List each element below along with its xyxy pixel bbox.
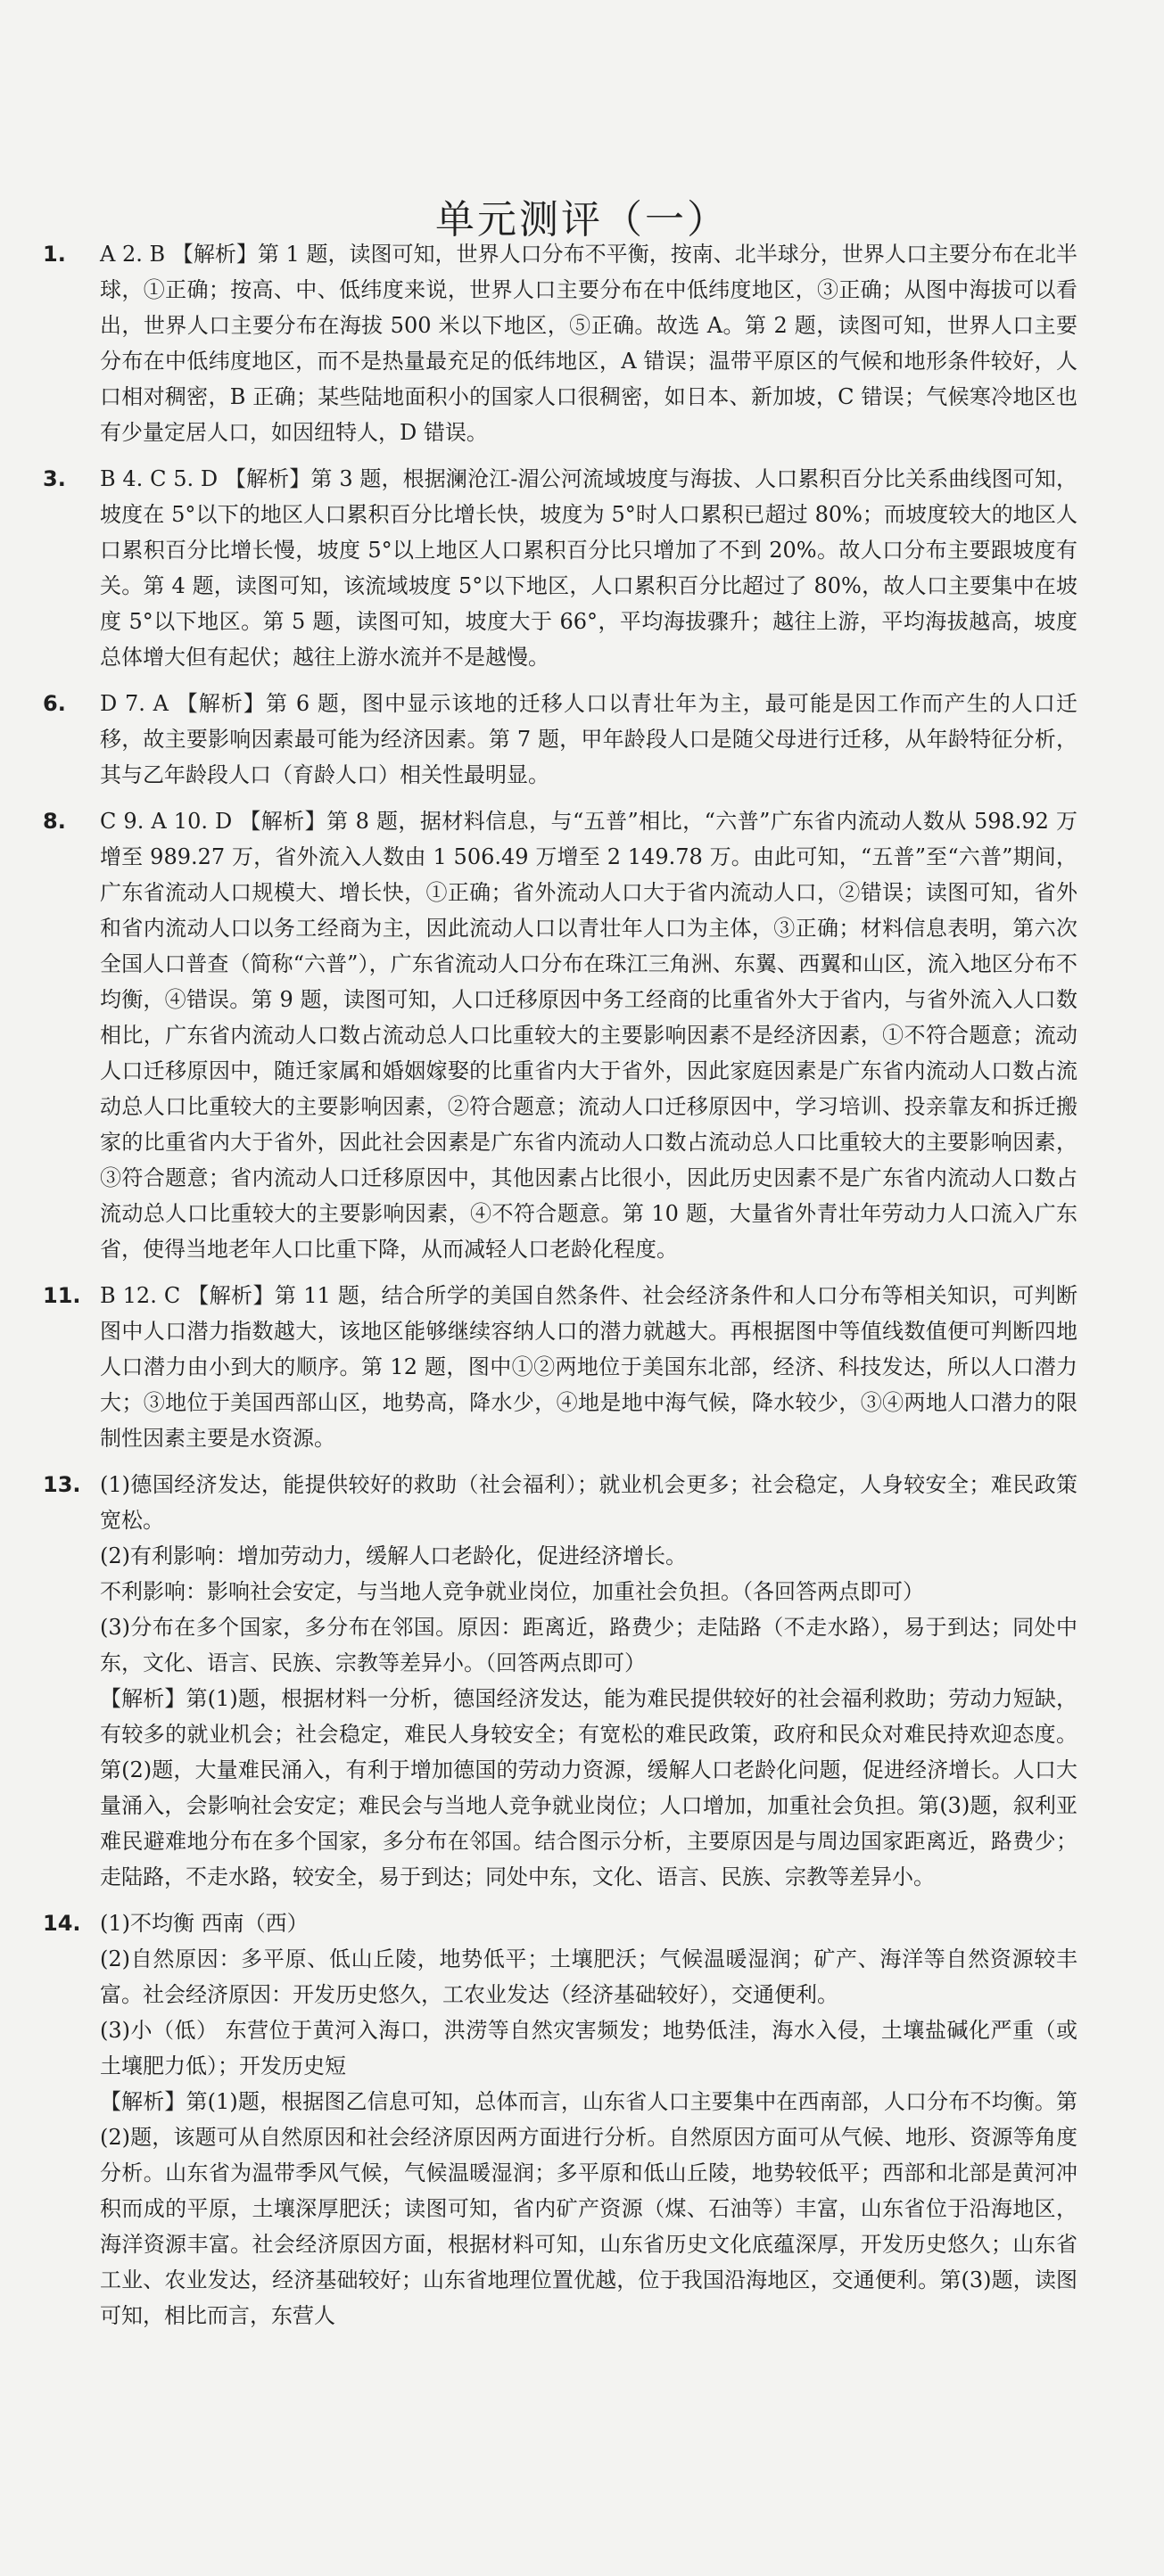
answer-body <box>100 1905 1077 2333</box>
answer-text: A 2. B 【解析】第 1 题，读图可知，世界人口分布不平衡，按南、北半球分，世界人口主要分布在北半球，①正确；按高、中、低纬度来说，世界人口主要分布在中低纬度地区，③正确；从图中海拔可以看出，世界人口主要分布在海拔 500 米以下地区，⑤正确。故选 A。第 2 题，读图可知，世界人口主要分布在中低纬度地区，而不是热量最充足的低纬地区，A 错误；温带平原区的气候和地形条件较好，人口相对稠密，B 正确；某些陆地面积小的国家人口很稠密，如日本、新加坡，C 错误；气候寒冷地区也有少量定居人口，如因纽特人，D 错误。 <box>100 242 1077 445</box>
page-title: 单元测评（一） <box>435 197 729 243</box>
question-number: 6. <box>43 691 66 716</box>
answer-item-6 <box>43 686 1077 793</box>
question-number: 3. <box>43 466 66 491</box>
answer-text: B 12. C 【解析】第 11 题，结合所学的美国自然条件、社会经济条件和人口分布等相关知识，可判断图中人口潜力指数越大，该地区能够继续容纳人口的潜力就越大。再根据图中等值线数值便可判断四地人口潜力由小到大的顺序。第 12 题，图中①②两地位于美国东北部，经济、科技发达，所以人口潜力大；③地位于美国西部山区，地势高，降水少，④地是地中海气候，降水较少，③④两地人口潜力的限制性因素主要是水资源。 <box>100 1283 1077 1451</box>
answer-body <box>100 236 1077 450</box>
answer-text: (3)小（低） 东营位于黄河入海口，洪涝等自然灾害频发；地势低洼，海水入侵，土壤盐碱化严重（或土壤肥力低）；开发历史短 <box>100 2018 1077 2078</box>
answer-analysis: 【解析】第(1)题，根据材料一分析，德国经济发达，能为难民提供较好的社会福利救助；劳动力短缺，有较多的就业机会；社会稳定，难民人身较安全；有宽松的难民政策，政府和民众对难民持欢迎态度。第(2)题，大量难民涌入，有利于增加德国的劳动力资源，缓解人口老龄化问题，促进经济增长。人口大量涌入，会影响社会安定；难民会与当地人竞争就业岗位；人口增加，加重社会负担。第(3)题，叙利亚难民避难地分布在多个国家，多分布在邻国。结合图示分析，主要原因是与周边国家距离近，路费少；走陆路，不走水路，较安全，易于到达；同处中东，文化、语言、民族、宗教等差异小。 <box>100 1686 1077 1889</box>
answer-item-14 <box>43 1905 1077 2333</box>
question-number: 14. <box>43 1911 81 1936</box>
answer-body <box>100 461 1077 675</box>
question-number: 8. <box>43 809 66 834</box>
answer-text: B 4. C 5. D 【解析】第 3 题，根据澜沧江-湄公河流域坡度与海拔、人口累积百分比关系曲线图可知，坡度在 5°以下的地区人口累积百分比增长快，坡度为 5°时人口累积已超过 80%；而坡度较大的地区人口累积百分比增长慢，坡度 5°以上地区人口累积百分比只增加了不到 20%。故人口分布主要跟坡度有关。第 4 题，读图可知，该流域坡度 5°以下地区，人口累积百分比超过了 80%，故人口主要集中在坡度 5°以下地区。第 5 题，读图可知，坡度大于 66°，平均海拔骤升；越往上游，平均海拔越高，坡度总体增大但有起伏；越往上游水流并不是越慢。 <box>100 466 1077 670</box>
answer-item-13 <box>43 1467 1077 1895</box>
question-number: 1. <box>43 242 66 267</box>
answer-text: (1)不均衡 西南（西） <box>100 1911 309 1936</box>
answer-body <box>100 686 1077 793</box>
answer-list <box>43 236 1077 2344</box>
answer-body <box>100 803 1077 1267</box>
answer-text: (3)分布在多个国家，多分布在邻国。原因：距离近，路费少；走陆路（不走水路），易于到达；同处中东，文化、语言、民族、宗教等差异小。（回答两点即可） <box>100 1615 1077 1675</box>
question-number: 13. <box>43 1472 81 1497</box>
answer-text: C 9. A 10. D 【解析】第 8 题，据材料信息，与“五普”相比，“六普”广东省内流动人数从 598.92 万增至 989.27 万，省外流入人数由 1 506.49 万增至 2 149.78 万。由此可知，“五普”至“六普”期间，广东省流动人口规模大、增长快，①正确；省外流动人口大于省内流动人口，②错误；读图可知，省外和省内流动人口以务工经商为主，因此流动人口以青壮年人口为主体，③正确；材料信息表明，第六次全国人口普查（简称“六普”），广东省流动人口分布在珠江三角洲、东翼、西翼和山区，流入地区分布不均衡，④错误。第 9 题，读图可知，人口迁移原因中务工经商的比重省外大于省内，与省外流入人口数相比，广东省内流动人口数占流动总人口比重较大的主要影响因素不是经济因素，①不符合题意；流动人口迁移原因中，随迁家属和婚姻嫁娶的比重省内大于省外，因此家庭因素是广东省内流动人口数占流动总人口比重较大的主要影响因素，②符合题意；流动人口迁移原因中，学习培训、投亲靠友和拆迁搬家的比重省内大于省外，因此社会因素是广东省内流动人口数占流动总人口比重较大的主要影响因素，③符合题意；省内流动人口迁移原因中，其他因素占比很小，因此历史因素不是广东省内流动人口数占流动总人口比重较大的主要影响因素，④不符合题意。第 10 题，大量省外青壮年劳动力人口流入广东省，使得当地老年人口比重下降，从而减轻人口老龄化程度。 <box>100 809 1077 1262</box>
answer-text: (1)德国经济发达，能提供较好的救助（社会福利）；就业机会更多；社会稳定，人身较安全；难民政策宽松。 <box>100 1472 1077 1533</box>
answer-item-8 <box>43 803 1077 1267</box>
answer-text: 不利影响：影响社会安定，与当地人竞争就业岗位，加重社会负担。（各回答两点即可） <box>100 1579 924 1604</box>
answer-item-1 <box>43 236 1077 450</box>
answer-text: D 7. A 【解析】第 6 题，图中显示该地的迁移人口以青壮年为主，最可能是因工作而产生的人口迁移，故主要影响因素最可能为经济因素。第 7 题，甲年龄段人口是随父母进行迁移，从年龄特征分析，其与乙年龄段人口（育龄人口）相关性最明显。 <box>100 691 1077 787</box>
question-number: 11. <box>43 1283 81 1308</box>
answer-analysis: 【解析】第(1)题，根据图乙信息可知，总体而言，山东省人口主要集中在西南部，人口分布不均衡。第(2)题，该题可从自然原因和社会经济原因两方面进行分析。自然原因方面可从气候、地形、资源等角度分析。山东省为温带季风气候，气候温暖湿润；多平原和低山丘陵，地势较低平；西部和北部是黄河冲积而成的平原，土壤深厚肥沃；读图可知，省内矿产资源（煤、石油等）丰富，山东省位于沿海地区，海洋资源丰富。社会经济原因方面，根据材料可知，山东省历史文化底蕴深厚，开发历史悠久；山东省工业、农业发达，经济基础较好；山东省地理位置优越，位于我国沿海地区，交通便利。第(3)题，读图可知，相比而言，东营人 <box>100 2089 1077 2328</box>
answer-text: (2)自然原因：多平原、低山丘陵，地势低平；土壤肥沃；气候温暖湿润；矿产、海洋等自然资源较丰富。社会经济原因：开发历史悠久，工农业发达（经济基础较好），交通便利。 <box>100 1946 1077 2007</box>
answer-item-11 <box>43 1278 1077 1456</box>
answer-text: (2)有利影响：增加劳动力，缓解人口老龄化，促进经济增长。 <box>100 1543 687 1568</box>
answer-item-3 <box>43 461 1077 675</box>
answer-body <box>100 1467 1077 1895</box>
answer-body <box>100 1278 1077 1456</box>
